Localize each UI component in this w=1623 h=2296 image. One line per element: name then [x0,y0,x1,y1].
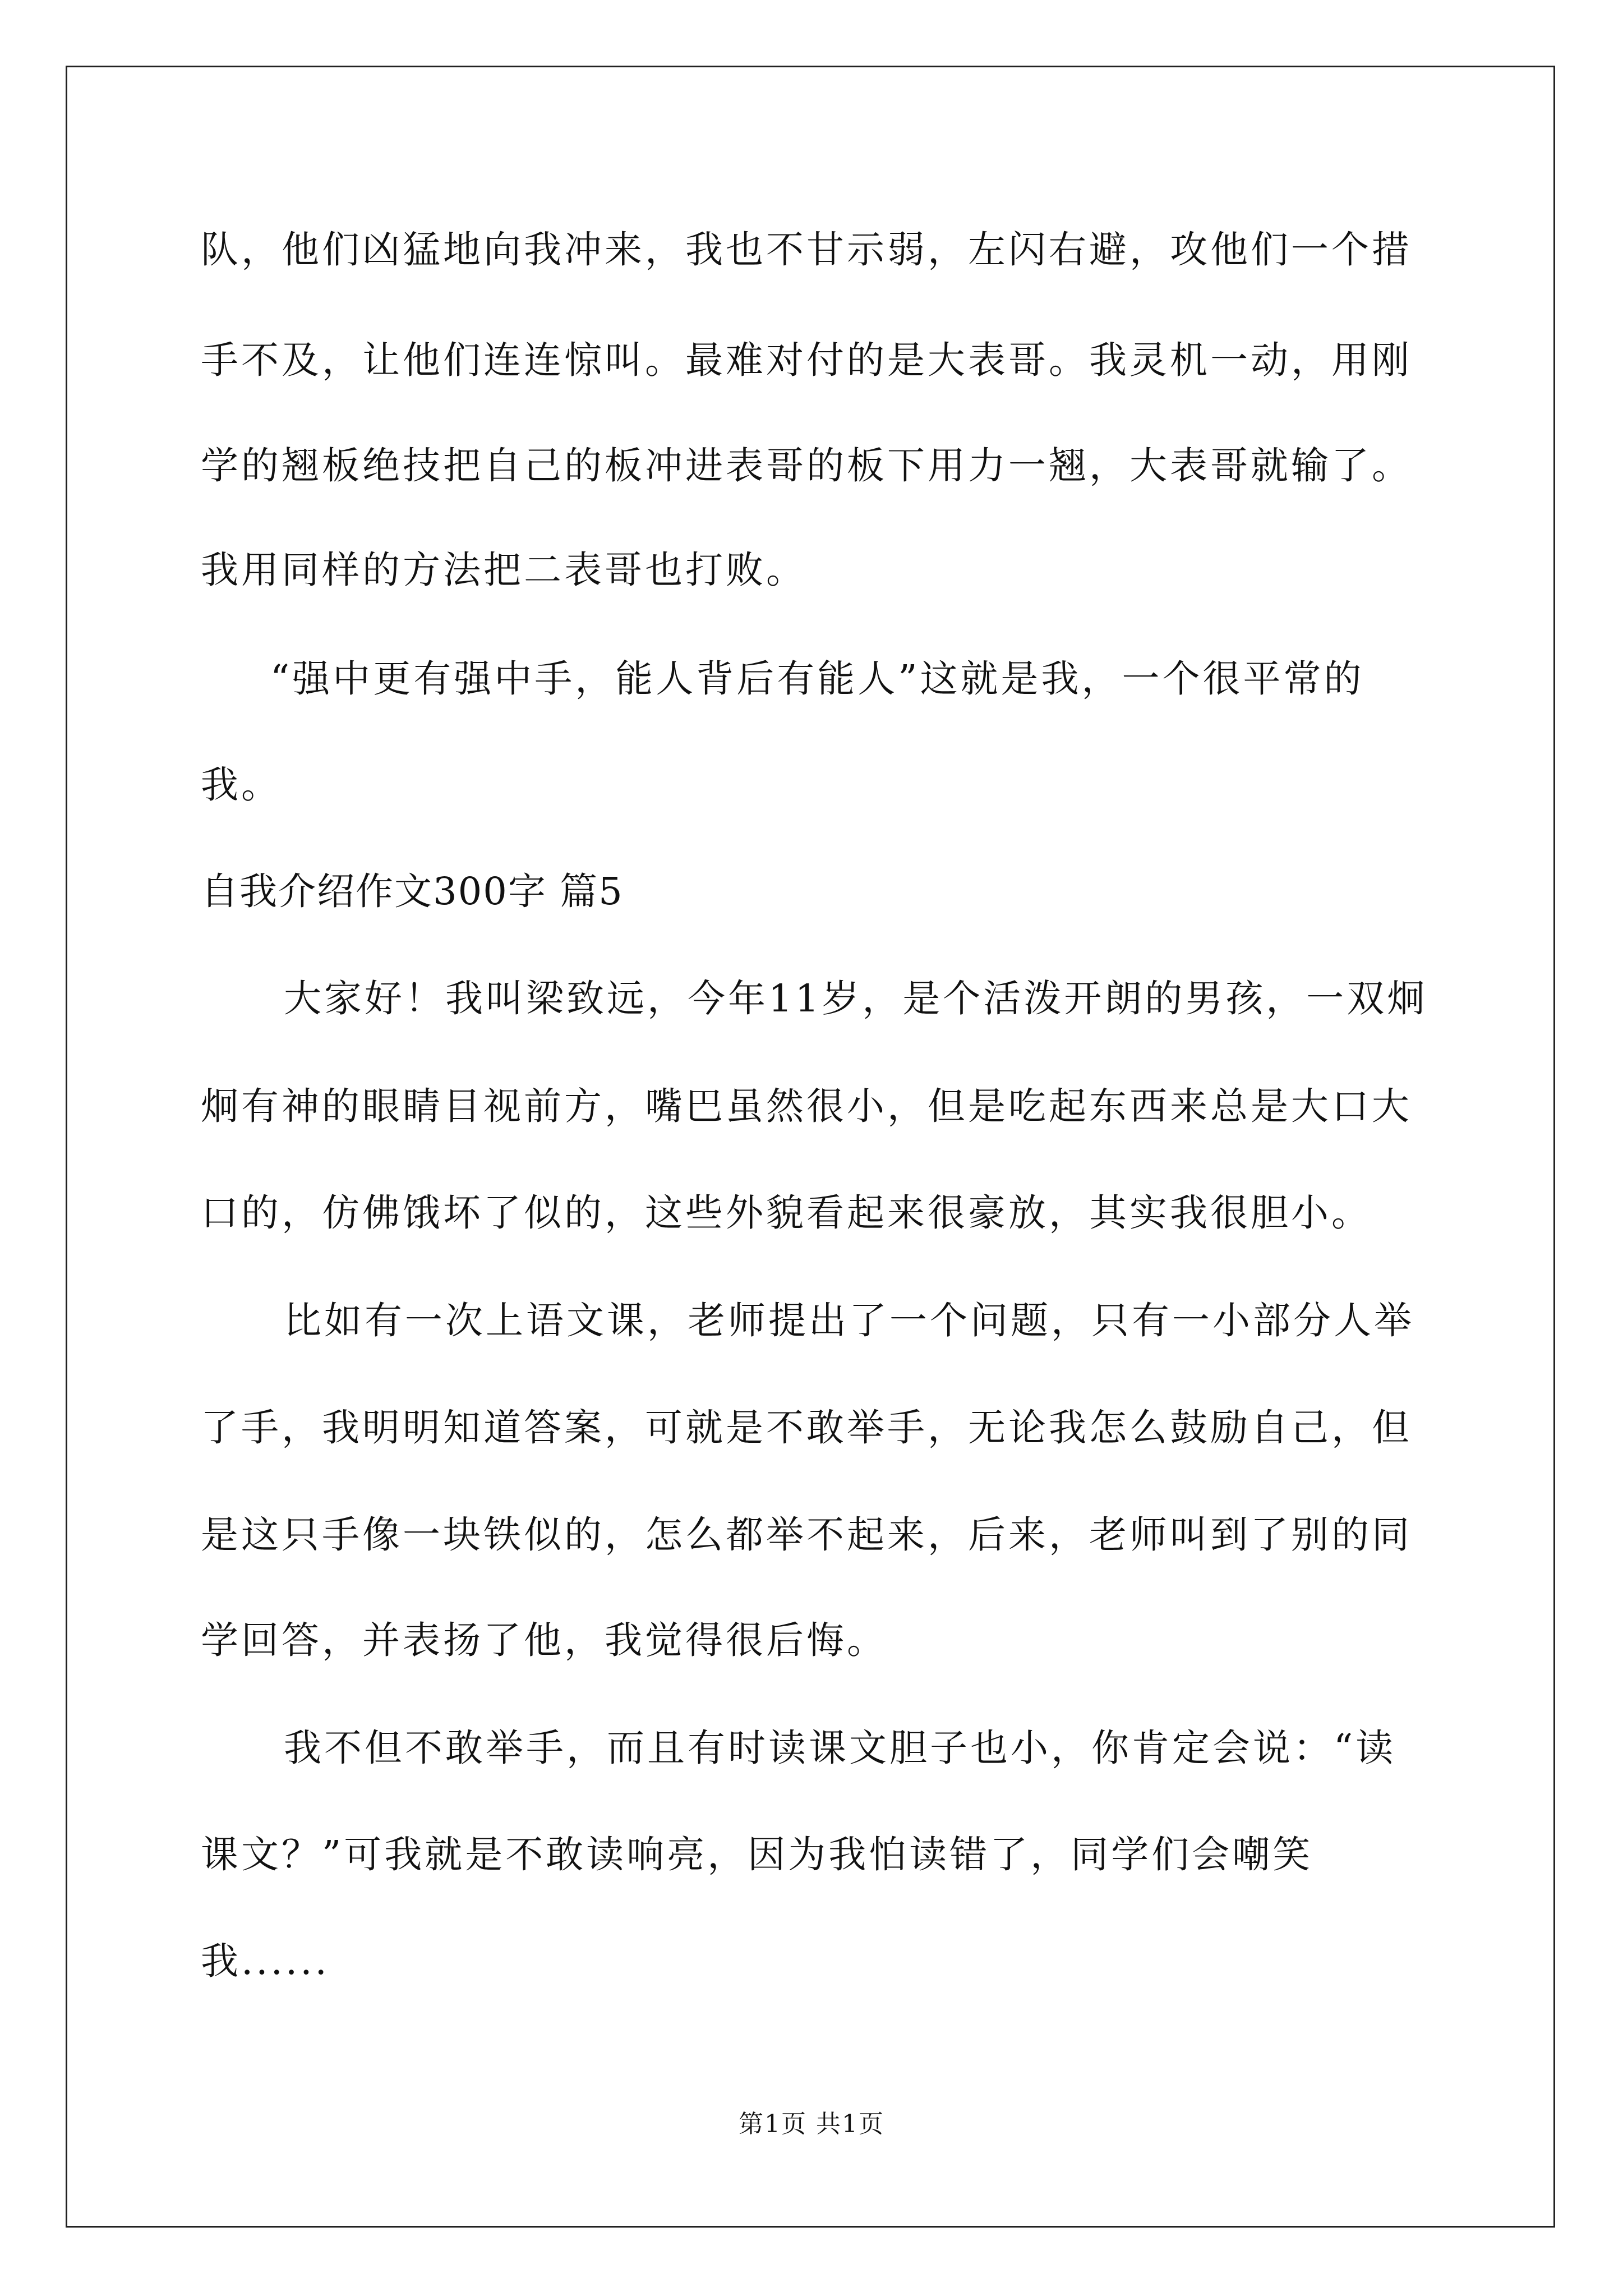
text-line: 我用同样的方法把二表哥也打败。 [201,548,806,592]
text-line: 是这只手像一块铁似的，怎么都举不起来，后来，老师叫到了别的同 [201,1513,1412,1557]
text-line: 队，他们凶猛地向我冲来，我也不甘示弱，左闪右避，攻他们一个措 [201,228,1412,272]
text-line: 我...... [201,1939,330,1983]
text-line: 我。 [201,763,282,807]
section-heading: 自我介绍作文300字 篇5 [201,869,624,913]
page-border [66,66,1555,2228]
text-line: “强中更有强中手，能人背后有能人”这就是我，一个很平常的 [270,657,1364,701]
text-line: 了手，我明明知道答案，可就是不敢举手，无论我怎么鼓励自己，但 [201,1406,1412,1450]
text-line: 口的，仿佛饿坏了似的，这些外貌看起来很豪放，其实我很胆小。 [201,1191,1372,1235]
text-line: 大家好！我叫梁致远，今年11岁，是个活泼开朗的男孩，一双炯 [284,977,1428,1020]
text-line: 学回答，并表扬了他，我觉得很后悔。 [201,1618,887,1662]
text-line: 比如有一次上语文课，老师提出了一个问题，只有一小部分人举 [284,1299,1414,1342]
page-number-footer: 第1页 共1页 [739,2110,884,2138]
text-line: 手不及，让他们连连惊叫。最难对付的是大表哥。我灵机一动，用刚 [201,338,1412,382]
text-line: 课文？”可我就是不敢读响亮，因为我怕读错了，同学们会嘲笑 [201,1833,1313,1876]
text-line: 学的翘板绝技把自己的板冲进表哥的板下用力一翘，大表哥就输了。 [201,444,1412,487]
text-line: 我不但不敢举手，而且有时读课文胆子也小，你肯定会说：“读 [284,1726,1396,1770]
text-line: 炯有神的眼睛目视前方，嘴巴虽然很小，但是吃起东西来总是大口大 [201,1084,1412,1128]
